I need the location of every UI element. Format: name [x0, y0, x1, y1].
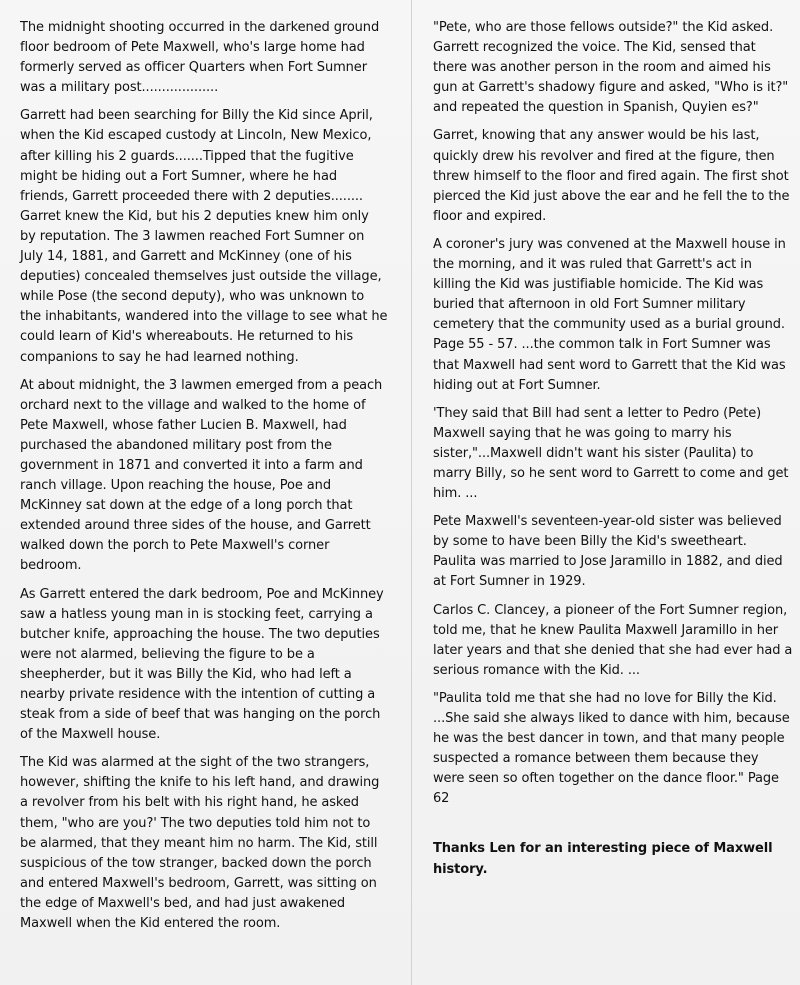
- left-paragraph-5: The Kid was alarmed at the sight of the two strangers, however, shifting the knife to his left hand, and drawing a revolver from his belt with his right hand, he asked them, "who are you?' The two deputies told him not to be alarmed, that they meant him no harm. The Kid, still suspicious of the tow stranger, backed down the porch and entered Maxwell's bedroom, Garrett, was sitting on the edge of Maxwell's bed, and had just awakened Maxwell when the Kid entered the room.: [20, 755, 380, 932]
- left-column: [20, 18, 388, 942]
- right-paragraph-4: 'They said that Bill had sent a letter to Pedro (Pete) Maxwell saying that he was going to marry his sister,"...Maxwell didn't want his sister (Paulita) to marry Billy, so he sent word to Garrett to come and get him. ...: [433, 405, 789, 502]
- right-paragraph-6: Carlos C. Clancey, a pioneer of the Fort Sumner region, told me, that he knew Paulita Maxwell Jaramillo in her later years and that she denied that she had ever had a serious romance with the Kid. ...: [433, 602, 793, 678]
- closing-note: Thanks Len for an interesting piece of Maxwell history.: [433, 841, 773, 877]
- page-fold-line: [411, 0, 412, 985]
- left-paragraph-2: Garrett had been searching for Billy the Kid since April, when the Kid escaped custody at Lincoln, New Mexico, after killing his 2 guards.......Tipped that the fugitive might be hiding out a Fort Sumner, where he had friends, Garrett proceeded there with 2 deputies........ Garret knew the Kid, but his 2 deputies knew him only by reputation. The 3 lawmen reached Fort Sumner on July 14, 1881, and Garrett and McKinney (one of his deputies) concealed themselves just outside the village, while Pose (the second deputy), who was unknown to the inhabitants, wandered into the village to see what he could learn of Kid's whereabouts. He returned to his companions to say he had learned nothing.: [20, 108, 388, 365]
- left-paragraph-1: The midnight shooting occurred in the darkened ground floor bedroom of Pete Maxwell, who's large home had formerly served as officer Quarters when Fort Sumner was a military post...................: [20, 20, 380, 96]
- left-paragraph-3: At about midnight, the 3 lawmen emerged from a peach orchard next to the village and walked to the home of Pete Maxwell, whose father Lucien B. Maxwell, had purchased the abandoned military post from the government in 1871 and converted it into a farm and ranch village. Upon reaching the house, Poe and McKinney sat down at the edge of a long porch that extended around three sides of the house, and Garrett walked down the porch to Pete Maxwell's corner bedroom.: [20, 377, 383, 574]
- left-paragraph-4: As Garrett entered the dark bedroom, Poe and McKinney saw a hatless young man in is stocking feet, carrying a butcher knife, approaching the house. The two deputies were not alarmed, believing the figure to be a sheepherder, but it was Billy the Kid, who had left a nearby private residence with the intention of cutting a steak from a side of beef that was hanging on the porch of the Maxwell house.: [20, 586, 384, 743]
- right-paragraph-5: Pete Maxwell's seventeen-year-old sister was believed by some to have been Billy the Kid's sweetheart. Paulita was married to Jose Jaramillo in 1882, and died at Fort Sumner in 1929.: [433, 514, 783, 590]
- right-paragraph-2: Garret, knowing that any answer would be his last, quickly drew his revolver and fired at the figure, then threw himself to the floor and fired again. The first shot pierced the Kid just above the ear and he fell the to the floor and expired.: [433, 128, 790, 224]
- right-column: [433, 18, 793, 888]
- right-paragraph-7: "Paulita told me that she had no love for Billy the Kid. ...She said she always liked to dance with him, because he was the best dancer in town, and that many people suspected a romance between them because they were seen so often together on the dance floor." Page 62: [433, 690, 790, 807]
- right-paragraph-1: "Pete, who are those fellows outside?" the Kid asked. Garrett recognized the voice. The Kid, sensed that there was another person in the room and aimed his gun at Garrett's shadowy figure and asked, "Who is it?" and repeated the question in Spanish, Quyien es?": [433, 20, 789, 116]
- right-paragraph-3: A coroner's jury was convened at the Maxwell house in the morning, and it was ruled that Garrett's act in killing the Kid was justifiable homicide. The Kid was buried that afternoon in old Fort Sumner military cemetery that the community used as a burial ground. Page 55 - 57. ...the common talk in Fort Sumner was that Maxwell had sent word to Garrett that the Kid was hiding out at Fort Sumner.: [433, 236, 786, 393]
